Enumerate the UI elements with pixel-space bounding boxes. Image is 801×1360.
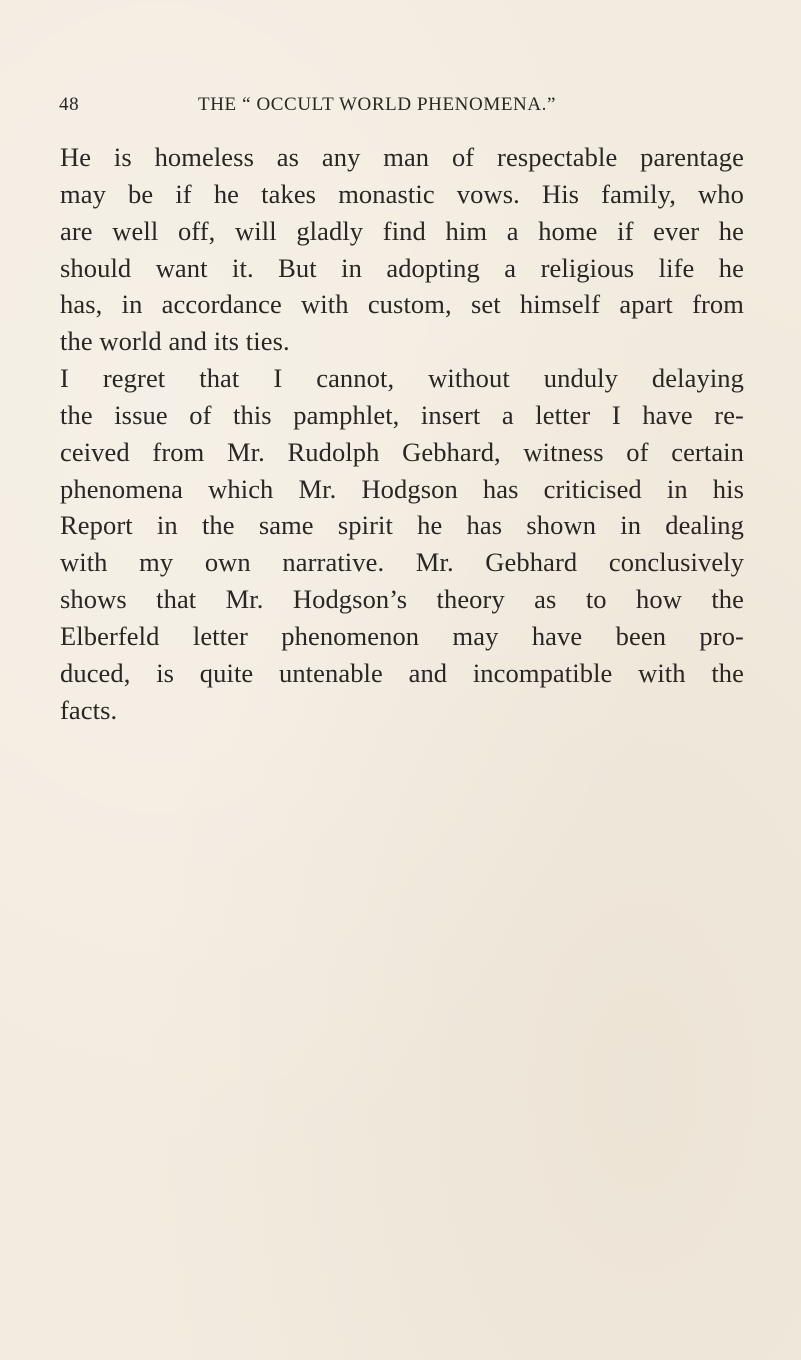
text-line: I regret that I cannot, without unduly delaying	[60, 363, 744, 394]
text-line: He is homeless as any man of respectable parentage	[60, 142, 744, 172]
text-line: may be if he takes monastic vows. His family, who	[60, 178, 744, 209]
text-line: Elberfeld letter phenomenon may have been pro-	[60, 620, 744, 651]
running-head	[59, 94, 744, 124]
text-line: phenomena which Mr. Hodgson has criticised in his	[60, 473, 744, 504]
text-line: Report in the same spirit he has shown in dealing	[60, 510, 744, 541]
text-line: should want it. But in adopting a religious life he	[60, 252, 744, 283]
page-number: 48	[59, 94, 80, 115]
text-line: with my own narrative. Mr. Gebhard conclusively	[60, 547, 744, 578]
text-line: are well off, will gladly find him a home if ever he	[60, 215, 744, 246]
text-line: has, in accordance with custom, set himself apart from	[60, 289, 744, 320]
text-line: the issue of this pamphlet, insert a letter I have re-	[60, 399, 744, 430]
running-title: THE “ OCCULT WORLD PHENOMENA.”	[198, 94, 557, 115]
body-text	[60, 139, 744, 729]
text-line: shows that Mr. Hodgson’s theory as to how the	[60, 584, 744, 615]
text-line: facts.	[60, 694, 118, 725]
text-line: duced, is quite untenable and incompatible with the	[60, 657, 744, 688]
text-line: the world and its ties.	[60, 326, 290, 357]
text-line: ceived from Mr. Rudolph Gebhard, witness of certain	[60, 436, 744, 467]
